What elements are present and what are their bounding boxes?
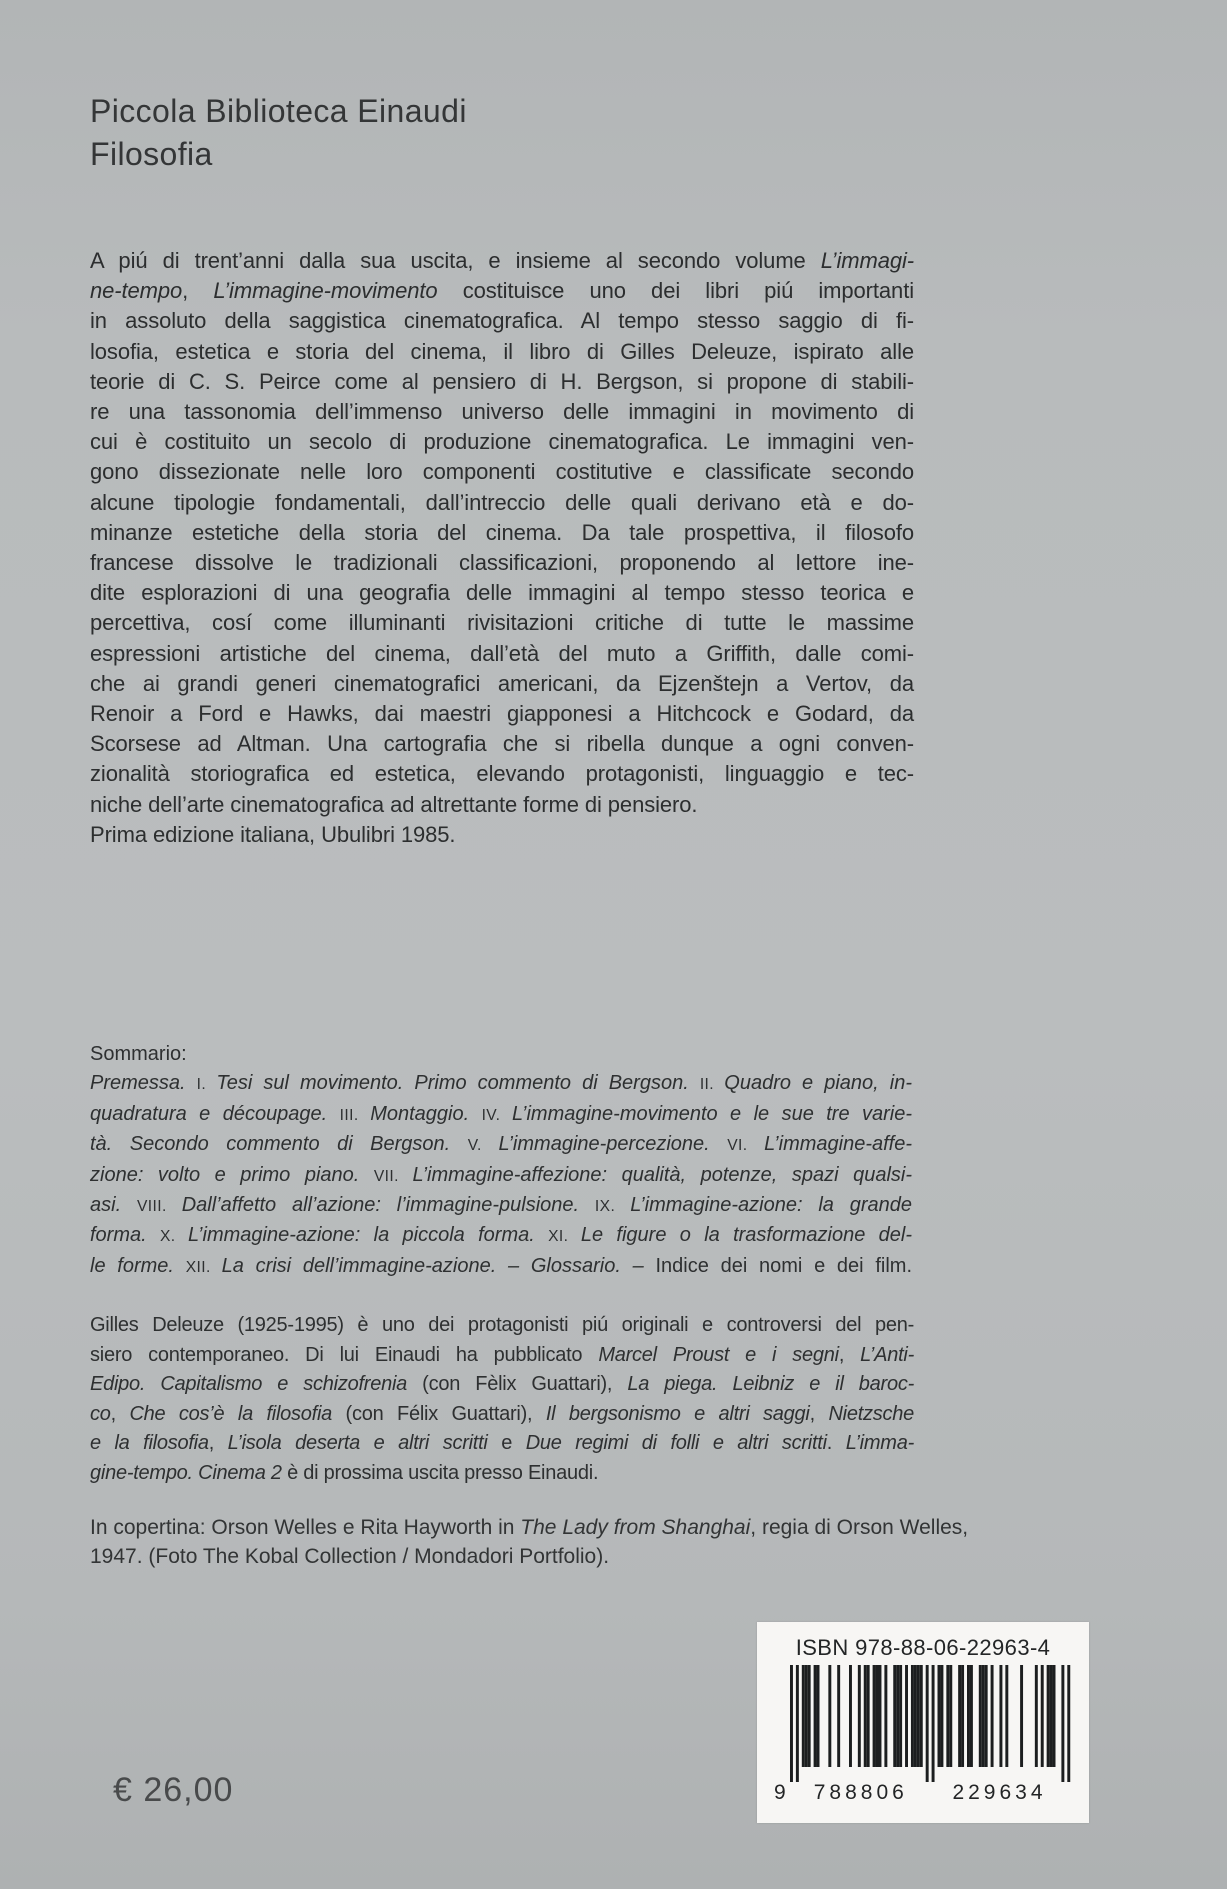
text-line: le forme. XII. La crisi dell’immagine-azione. – Glossario. – Indice dei nomi e dei film. — [90, 1254, 913, 1277]
sommario-title: Sommario: — [90, 1043, 187, 1065]
text-line: Scorsese ad Altman. Una cartografia che si ribella dunque a ogni conven- — [90, 731, 914, 757]
barcode-label — [757, 1622, 1089, 1823]
text-line: In copertina: Orson Welles e Rita Hayworth in The Lady from Shanghai, regia di Orson Welles, — [90, 1516, 969, 1539]
sommario-text — [90, 1069, 912, 1282]
text-line: minanze estetiche della storia del cinema. Da tale prospettiva, il filosofo — [90, 519, 914, 545]
text-line: co, Che cos’è la filosofia (con Félix Guattari), Il bergsonismo e altri saggi, Nietzsche — [90, 1402, 914, 1425]
text-line: in assoluto della saggistica cinematografica. Al tempo stesso saggio di fi- — [90, 308, 914, 334]
text-line: gine-tempo. Cinema 2 è di prossima uscita presso Einaudi. — [90, 1461, 599, 1484]
cover-credit-text — [90, 1513, 1150, 1571]
collection-title: Filosofia — [90, 136, 213, 172]
ean13-barcode — [757, 1665, 1089, 1815]
price-label: € 26,00 — [113, 1771, 234, 1809]
text-line: teorie di C. S. Peirce come al pensiero di H. Bergson, si propone di stabili- — [90, 368, 914, 394]
series-title: Piccola Biblioteca Einaudi — [90, 93, 467, 129]
text-line: siero contemporaneo. Di lui Einaudi ha pubblicato Marcel Proust e i segni, L’Anti- — [90, 1343, 914, 1366]
text-line: ne-tempo, L’immagine-movimento costituisce uno dei libri piú importanti — [90, 278, 914, 304]
barcode-digits-right: 229634 — [952, 1781, 1047, 1804]
sommario-block — [90, 1040, 912, 1282]
text-line: che ai grandi generi cinematografici americani, da Ejzenštejn a Vertov, da — [90, 670, 914, 696]
text-line: Premessa. I. Tesi sul movimento. Primo commento di Bergson. II. Quadro e piano, in- — [90, 1072, 912, 1095]
text-line: zionalità storiografica ed estetica, elevando protagonisti, linguaggio e tec- — [90, 761, 914, 787]
text-line: niche dell’arte cinematografica ad altrettante forme di pensiero. — [90, 791, 698, 817]
text-line: francese dissolve le tradizionali classificazioni, proponendo al lettore ine- — [90, 550, 914, 576]
text-line: Gilles Deleuze (1925-1995) è uno dei protagonisti piú originali e controversi del pen- — [90, 1314, 914, 1336]
text-line: percettiva, cosí come illuminanti rivisitazioni critiche di tutte le massime — [90, 610, 914, 636]
text-line: Prima edizione italiana, Ubulibri 1985. — [90, 821, 456, 847]
text-line: re una tassonomia dell’immenso universo delle immagini in movimento di — [90, 399, 914, 425]
text-line: Renoir a Ford e Hawks, dai maestri giapponesi a Hitchcock e Godard, da — [90, 701, 914, 727]
barcode-digits-left: 788806 — [813, 1781, 908, 1804]
text-line: A piú di trent’anni dalla sua uscita, e insieme al secondo volume L’immagi- — [90, 248, 914, 273]
text-line: 1947. (Foto The Kobal Collection / Mondadori Portfolio). — [90, 1545, 610, 1568]
text-line: zione: volto e primo piano. VII. L’immagine-affezione: qualità, potenze, spazi qualsi- — [90, 1163, 913, 1186]
isbn-text: ISBN 978-88-06-22963-4 — [795, 1635, 1051, 1660]
text-line: tà. Secondo commento di Bergson. V. L’immagine-percezione. VI. L’immagine-affe- — [90, 1133, 912, 1156]
text-line: gono dissezionate nelle loro componenti costitutive e classificate secondo — [90, 459, 914, 485]
text-line: asi. VIII. Dall’affetto all’azione: l’immagine-pulsione. IX. L’immagine-azione: la grande — [90, 1194, 912, 1217]
text-line: alcune tipologie fondamentali, dall’intreccio delle quali derivano età e do- — [90, 489, 914, 515]
text-line: dite esplorazioni di una geografia delle immagini al tempo stesso teorica e — [90, 580, 914, 606]
text-line: losofia, estetica e storia del cinema, il libro di Gilles Deleuze, ispirato alle — [90, 338, 914, 364]
header — [90, 90, 467, 176]
text-line: espressioni artistiche del cinema, dall’età del muto a Griffith, dalle comi- — [90, 640, 914, 666]
text-line: Edipo. Capitalismo e schizofrenia (con Fèlix Guattari), La piega. Leibniz e il baroc- — [90, 1373, 914, 1396]
description-text — [90, 246, 914, 850]
text-line: cui è costituito un secolo di produzione cinematografica. Le immagini ven- — [90, 429, 914, 455]
barcode-digit-lead: 9 — [774, 1781, 786, 1804]
text-line: e la filosofia, L’isola deserta e altri scritti e Due regimi di folli e altri scritti. L’imma- — [90, 1432, 914, 1455]
text-line: forma. X. L’immagine-azione: la piccola forma. XI. Le figure o la trasformazione del- — [90, 1224, 913, 1247]
text-line: quadratura e découpage. III. Montaggio. IV. L’immagine-movimento e le sue tre varie- — [90, 1102, 912, 1125]
bio-text — [90, 1311, 914, 1489]
